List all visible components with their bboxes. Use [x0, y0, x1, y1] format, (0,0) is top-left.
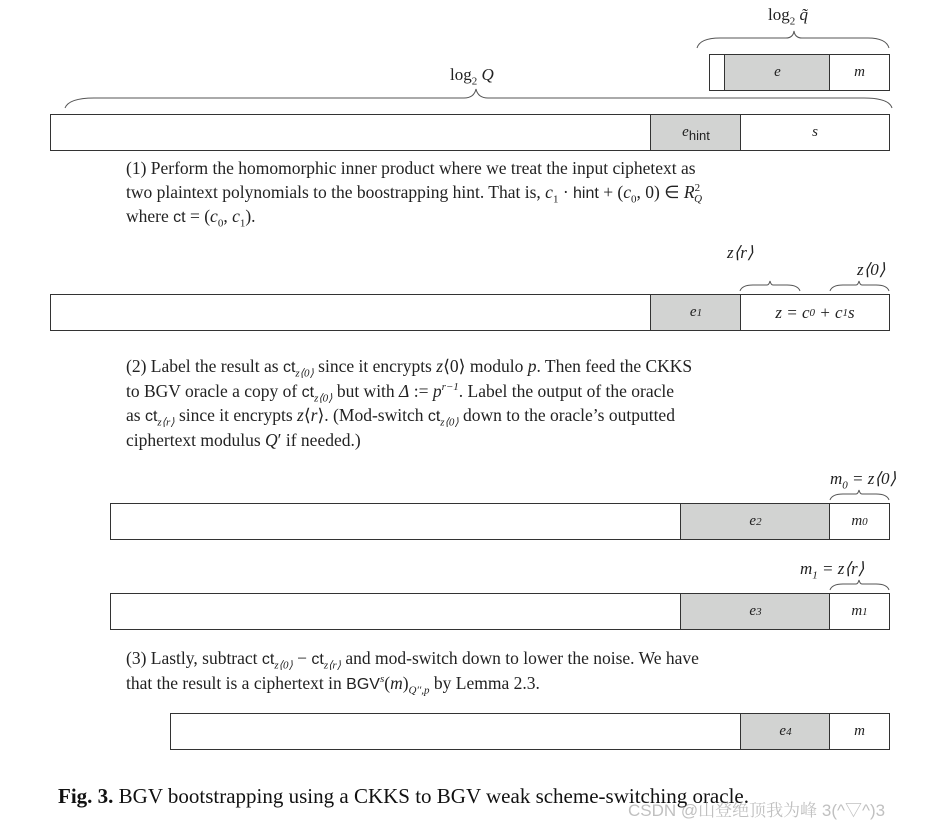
segment-message-m0: m 0: [829, 504, 889, 539]
top-ciphertext-bar: [709, 54, 890, 91]
brace-label-log2-Q: $\log_2 Q$: [450, 65, 494, 88]
step1-line-2: two plaintext polynomials to the boostrapping hint. That is, $c_1$ · hint + ($c_0$, 0) ∈ $R^2_Q$: [126, 181, 703, 205]
segment-noise-e2: e 2: [680, 504, 830, 539]
segment-empty: [171, 714, 741, 749]
segment-noise-e3: e 3: [680, 594, 830, 629]
hint-bar: [50, 114, 890, 151]
brace-label-m1: $m_1$ = z⟨r⟩: [800, 559, 865, 582]
segment-noise-e: e: [724, 55, 830, 90]
caption-text: BGV bootstrapping using a CKKS to BGV weak scheme-switching oracle.: [118, 784, 749, 808]
segment-message-m: m: [829, 714, 889, 749]
segment-message-m: m: [829, 55, 889, 90]
brace-label-z0: z⟨0⟩: [857, 260, 886, 279]
brace-zr-icon: [739, 281, 801, 293]
step1-text: [126, 157, 702, 230]
brace-label-m0: $m_0$ = z⟨0⟩: [830, 469, 897, 492]
segment-noise-ehint: e hint: [650, 115, 741, 150]
segment-message-m1: m 1: [829, 594, 889, 629]
brace-z0-icon: [829, 281, 890, 293]
step3-text: [126, 647, 699, 696]
brace-label-log2-qtilde: $\log_2$ q̃: [768, 5, 808, 28]
segment-empty: [51, 295, 651, 330]
brace-qtilde-icon: [696, 30, 890, 50]
step2-line-2: to BGV oracle a copy of $ct_{z⟨0⟩}$ but with Δ := $p^{r-1}$. Label the output of the oracle: [126, 380, 675, 404]
watermark: CSDN @山登绝顶我为峰 3(^▽^)3: [628, 801, 886, 820]
segment-empty: [111, 504, 681, 539]
step2-line-1: (2) Label the result as $ct_{z⟨0⟩}$ since it encrypts z⟨0⟩ modulo p. Then feed the CKKS: [126, 356, 693, 380]
segment-secret-s: s: [740, 115, 889, 150]
step2-line-4: ciphertext modulus Q′ if needed.): [126, 429, 361, 450]
step1-line-1: (1) Perform the homomorphic inner product where we treat the input ciphetext as: [126, 158, 696, 178]
segment-z: z = c 0 + c 1 s: [740, 295, 889, 330]
brace-m0-icon: [829, 490, 890, 502]
segment-noise-e4: e 4: [740, 714, 830, 749]
step2-text: [126, 355, 692, 452]
segment-empty: [51, 115, 651, 150]
segment-noise-e1: e 1: [650, 295, 741, 330]
brace-label-zr: z⟨r⟩: [727, 243, 754, 262]
result-bar: [170, 713, 890, 750]
caption-label: Fig. 3.: [58, 784, 114, 808]
step1-line-3: where ct = ($c_0$, $c_1$).: [126, 206, 256, 230]
brace-Q-icon: [64, 88, 894, 110]
step3-line-2: that the result is a ciphertext in $BGV^s(m)_{Q'',p}$ by Lemma 2.3.: [126, 672, 540, 696]
segment-empty: [111, 594, 681, 629]
segment-empty: [710, 55, 725, 90]
brace-m1-icon: [829, 580, 890, 592]
inner-product-bar: [50, 294, 890, 331]
step2-line-3: as $ct_{z⟨r⟩}$ since it encrypts z⟨r⟩. (Mod-switch $ct_{z⟨0⟩}$ down to the oracle’s outputted: [126, 405, 675, 429]
ct-z0-bar: [110, 503, 890, 540]
step3-line-1: (3) Lastly, subtract $ct_{z⟨0⟩} - ct_{z⟨r⟩}$ and mod-switch down to lower the noise. We have: [126, 648, 699, 672]
ct-zr-bar: [110, 593, 890, 630]
